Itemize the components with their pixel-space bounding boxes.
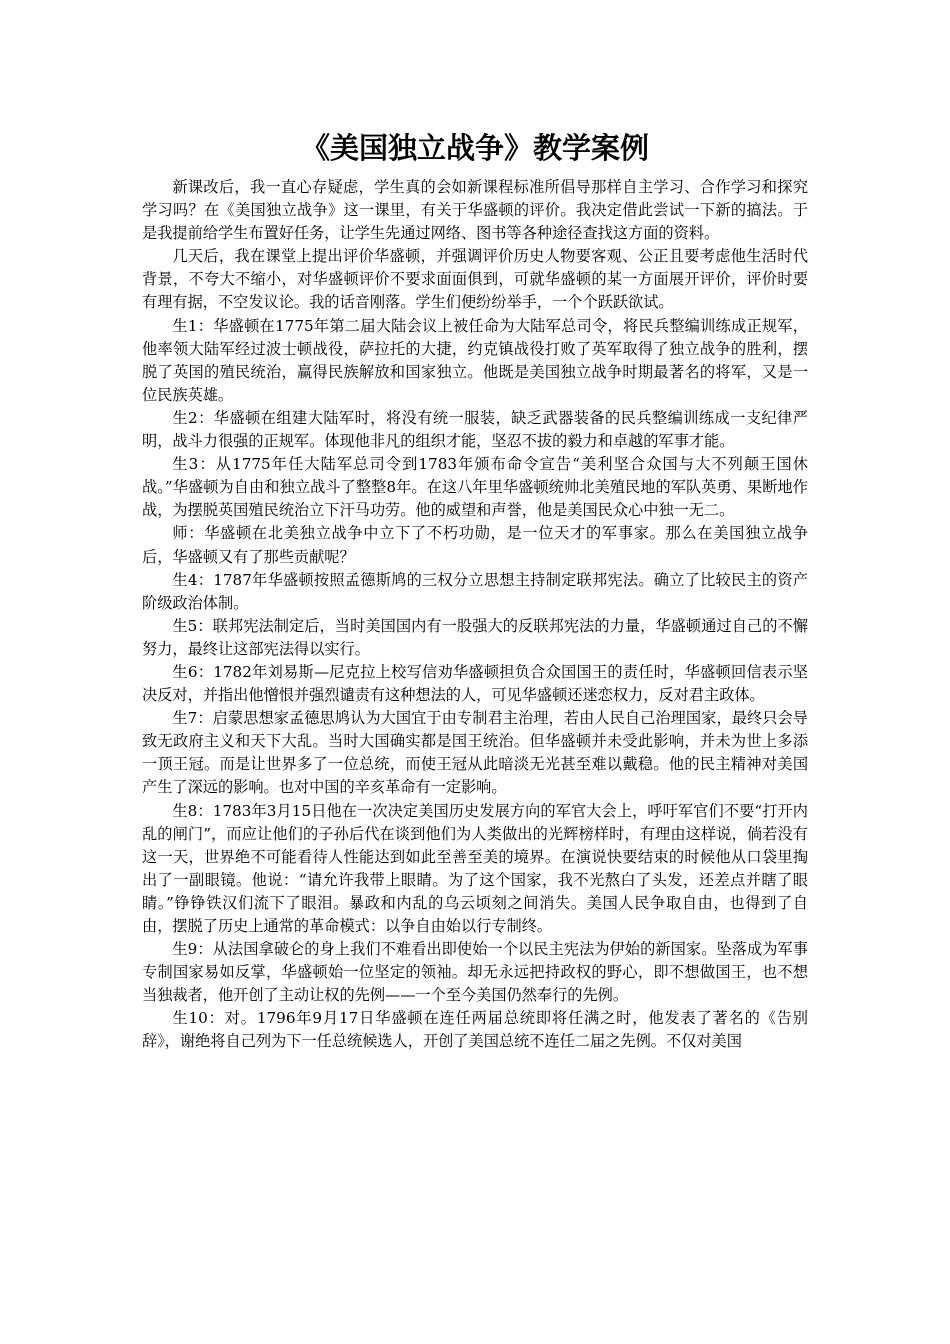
paragraph-student-8: 生8：1783年3月15日他在一次决定美国历史发展方向的军官大会上，呼吁军官们不要“打开内乱的闸门”，而应让他们的子孙后代在谈到他们为人类做出的光辉榜样时，有理由这样说，倘若没有这一天，世界绝不可能看待人性能达到如此至善至美的境界。在演说快要结束的时候他从口袋里掏出了一副眼镜。他说：“请允许我带上眼睛。为了这个国家，我不光熬白了头发，还差点并瞎了眼睛。”铮铮铁汉们流下了眼泪。暴政和内乱的乌云顷刻之间消失。美国人民争取自由，也得到了自由，摆脱了历史上通常的革命模式：以争自由始以行专制终。	[142, 801, 808, 935]
paragraph-student-6: 生6：1782年刘易斯—尼克拉上校写信劝华盛顿担负合众国国王的责任时，华盛顿回信表示坚决反对，并指出他憎恨并强烈谴责有这种想法的人，可见华盛顿还迷恋权力，反对君主政体。	[142, 662, 808, 705]
paragraph-student-1: 生1：华盛顿在1775年第二届大陆会议上被任命为大陆军总司令，将民兵整编训练成正规军，他率领大陆军经过波士顿战役，萨拉托的大捷，约克镇战役打败了英军取得了独立战争的胜利，摆脱了英国的殖民统治，赢得民族解放和国家独立。他既是美国独立战争时期最著名的将军，又是一位民族英雄。	[142, 316, 808, 404]
paragraph-student-9: 生9：从法国拿破仑的身上我们不难看出即使始一个以民主宪法为伊始的新国家。坠落成为军事专制国家易如反掌，华盛顿始一位坚定的领袖。却无永远把持政权的野心，即不想做国王，也不想当独裁者，他开创了主动让权的先例——一个至今美国仍然奉行的先例。	[142, 940, 808, 1005]
document-title: 《美国独立战争》教学案例	[300, 131, 649, 165]
paragraph-student-2: 生2：华盛顿在组建大陆军时，将没有统一服装，缺乏武器装备的民兵整编训练成一支纪律严明，战斗力很强的正规军。体现他非凡的组织才能，坚忍不拔的毅力和卓越的军事才能。	[142, 408, 808, 451]
paragraph-student-3: 生3：从1775年任大陆军总司令到1783年颁布命令宣告“美利坚合众国与大不列颠王国休战。”华盛顿为自由和独立战斗了整整8年。在这八年里华盛顿统帅北美殖民地的军队英勇、果断地作战，为摆脱英国殖民统治立下汗马功劳。他的威望和声誉，他是美国民众心中独一无二。	[142, 455, 808, 520]
document-body	[142, 176, 808, 1054]
paragraph-teacher: 师：华盛顿在北美独立战争中立下了不朽功勋，是一位天才的军事家。那么在美国独立战争后，华盛顿又有了那些贡献呢？	[142, 524, 808, 566]
paragraph-student-10: 生10：对。1796年9月17日华盛顿在连任两届总统即将任满之时，他发表了著名的《告别辞》，谢绝将自己列为下一任总统候选人，开创了美国总统不连任二届之先例。不仅对美国	[142, 1009, 808, 1051]
paragraph-student-5: 生5：联邦宪法制定后，当时美国国内有一股强大的反联邦宪法的力量，华盛顿通过自己的不懈努力，最终让这部宪法得以实行。	[142, 616, 808, 658]
paragraph-student-7: 生7：启蒙思想家孟德思鸠认为大国宜于由专制君主治理，若由人民自己治理国家，最终只会导致无政府主义和天下大乱。当时大国确实都是国王统治。但华盛顿并未受此影响，并未为世上多添一顶王冠。而是让世界多了一位总统，而使王冠从此暗淡无光甚至难以戴稳。他的民主精神对美国产生了深远的影响。也对中国的辛亥革命有一定影响。	[142, 709, 808, 797]
paragraph-student-4: 生4：1787年华盛顿按照孟德斯鸠的三权分立思想主持制定联邦宪法。确立了比较民主的资产阶级政治体制。	[142, 570, 808, 612]
paragraph-intro: 新课改后，我一直心存疑虑，学生真的会如新课程标准所倡导那样自主学习、合作学习和探究学习吗？在《美国独立战争》这一课里，有关于华盛顿的评价。我决定借此尝试一下新的搞法。于是我提前给学生布置好任务，让学生先通过网络、图书等各种途径查找这方面的资料。	[142, 178, 808, 243]
paragraph-class-setup: 几天后，我在课堂上提出评价华盛顿，并强调评价历史人物要客观、公正且要考虑他生活时代背景，不夸大不缩小，对华盛顿评价不要求面面俱到，可就华盛顿的某一方面展开评价，评价时要有理有据，不空发议论。我的话音刚落。学生们便纷纷举手，一个个跃跃欲试。	[142, 247, 808, 312]
